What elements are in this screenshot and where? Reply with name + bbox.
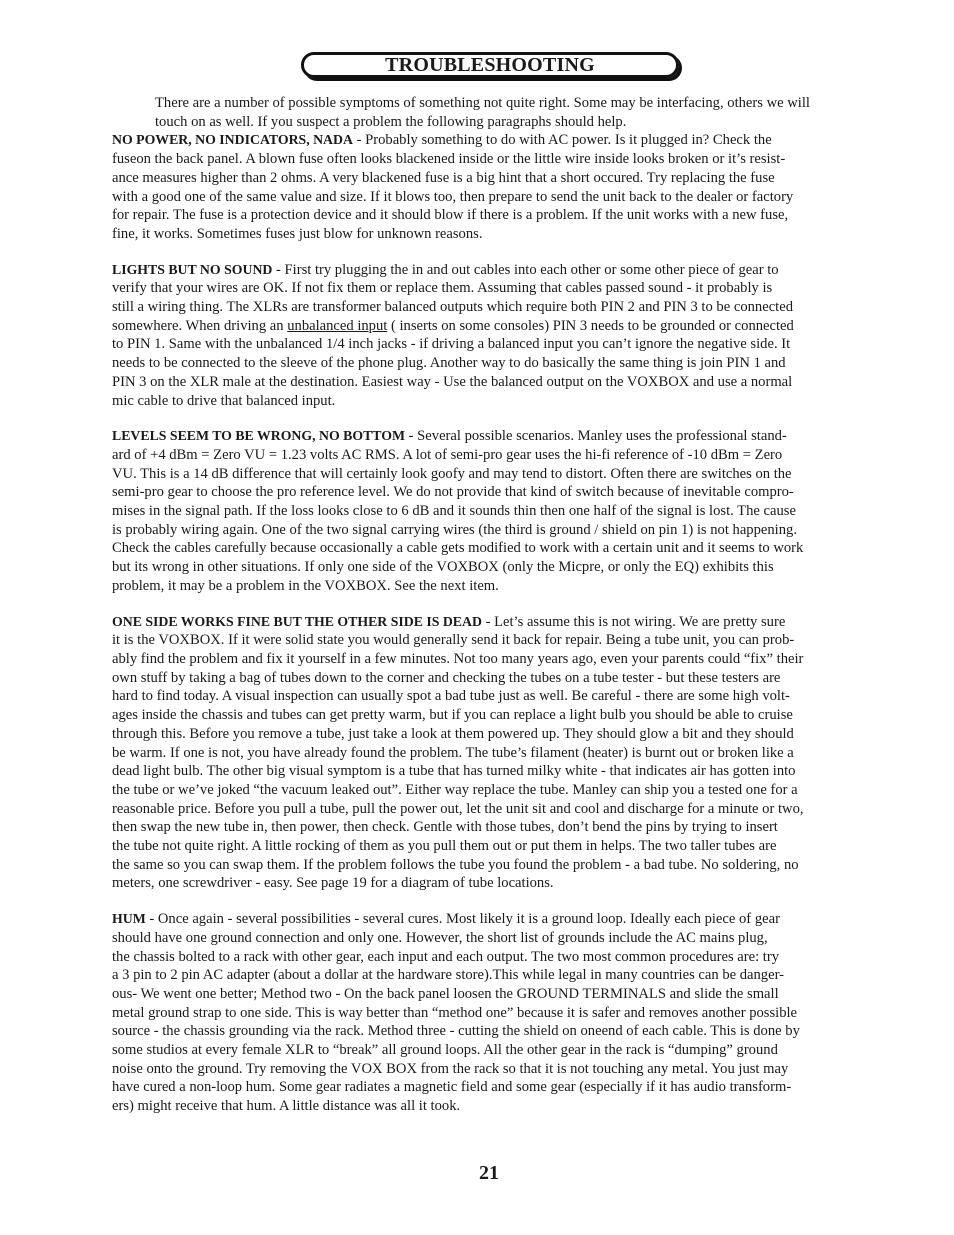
text-line: some studios at every female XLR to “break” all ground loops. All the other gear in the rack is “dumping” ground	[112, 1042, 778, 1059]
text-line: metal ground strap to one side. This is way better than “method one” because it is safer and removes another possible	[112, 1004, 798, 1021]
text-line: needs to be connected to the sleeve of the phone plug. Another way to do basically the same thing is join PIN 1 and	[112, 355, 786, 372]
section-lead-text: - Several possible scenarios. Manley uses the professional stand-	[405, 428, 787, 445]
text-line: be warm. If one is not, you have already found the problem. The tube’s filament (heater) is burnt out or broken like a	[112, 744, 794, 761]
text-line: mises in the signal path. If the loss looks close to 6 dB and it sounds thin then one half of the signal is lost. The cause	[112, 503, 796, 520]
text-line: verify that your wires are OK. If not fix them or replace them. Assuming that cables passed sound - it probably is	[112, 280, 773, 297]
document-body	[112, 94, 876, 1116]
section-title-banner	[301, 52, 679, 78]
text-line: through this. Before you remove a tube, just take a look at them powered up. They should glow a bit and they should	[112, 725, 794, 742]
section-paragraph	[112, 910, 876, 1116]
text-line: semi-pro gear to choose the pro reference level. We do not provide that kind of switch because of inevitable compro-	[112, 484, 794, 501]
text-line	[112, 427, 876, 446]
section-heading: NO POWER, NO INDICATORS, NADA	[112, 132, 353, 148]
text-line: the chassis bolted to a rack with other gear, each input and each output. The two most common procedures are: try	[112, 948, 780, 965]
text-line: There are a number of possible symptoms of something not quite right. Some may be interfacing, others we will	[155, 95, 810, 111]
text-line: problem, it may be a problem in the VOXBOX. See the next item.	[112, 577, 499, 594]
text-line: own stuff by taking a bag of tubes down to the corner and checking the tubes on a tube tester - but these testers are	[112, 669, 781, 686]
text-line: the same so you can swap them. If the problem follows the tube you found the problem - a bad tube. No soldering, no	[112, 856, 799, 873]
text-line: fine, it works. Sometimes fuses just blow for unknown reasons.	[112, 225, 483, 242]
text-line	[112, 317, 876, 336]
section-paragraph	[112, 131, 876, 243]
section-lead-text: - Let’s assume this is not wiring. We are pretty sure	[481, 613, 786, 630]
section-lead-text: - Probably something to do with AC power. Is it plugged in? Check the	[352, 132, 772, 149]
text-line: for repair. The fuse is a protection device and it should blow if there is a problem. If the unit works with a new fuse,	[112, 207, 789, 224]
text-line: to PIN 1. Same with the unbalanced 1/4 inch jacks - if driving a balanced input you can’t ignore the negative side. It	[112, 336, 791, 353]
page-number: 21	[479, 1162, 499, 1184]
text-line	[112, 131, 876, 150]
text-line: should have one ground connection and only one. However, the short list of grounds include the AC mains plug,	[112, 929, 768, 946]
text-line: reasonable price. Before you pull a tube, pull the power out, let the unit sit and cool and discharge for a minute or two,	[112, 800, 804, 817]
section-heading: LEVELS SEEM TO BE WRONG, NO BOTTOM	[112, 428, 406, 444]
text-line: mic cable to drive that balanced input.	[112, 392, 336, 409]
text-line: fuseon the back panel. A blown fuse often looks blackened inside or the little wire inside looks broken or it’s resist-	[112, 151, 786, 168]
text-line: a 3 pin to 2 pin AC adapter (about a dollar at the hardware store).This while legal in many countries can be danger-	[112, 967, 785, 984]
intro-paragraph	[112, 94, 876, 131]
text-line	[112, 910, 876, 929]
text-line: the tube not quite right. A little rocking of them as you pull them out or put them in helps. The two taller tubes are	[112, 838, 777, 855]
section-heading: LIGHTS BUT NO SOUND	[112, 261, 273, 277]
section-paragraph	[112, 613, 876, 894]
text-line	[112, 261, 876, 280]
text-line: is probably wiring again. One of the two signal carrying wires (the third is ground / shield on pin 1) is not happening.	[112, 521, 797, 538]
text-line: PIN 3 on the XLR male at the destination. Easiest way - Use the balanced output on the VOXBOX and use a normal	[112, 373, 793, 390]
text-line: ers) might receive that hum. A little distance was all it took.	[112, 1098, 461, 1115]
text-line: the tube or we’ve joked “the vacuum leaked out”. Either way replace the tube. Manley can ship you a tested one for a	[112, 781, 798, 798]
text-fragment: somewhere. When driving an	[112, 317, 288, 334]
text-line: then swap the new tube in, then power, then check. Gentle with those tubes, don’t bend the pins by trying to insert	[112, 819, 778, 836]
text-line: VU. This is a 14 dB difference that will certainly look goofy and may tend to distort. Often there are switches on the	[112, 465, 792, 482]
text-line: have cured a non-loop hum. Some gear radiates a magnetic field and some gear (especially if it has audio transform-	[112, 1079, 792, 1096]
text-line: meters, one screwdriver - easy. See page 19 for a diagram of tube locations.	[112, 875, 554, 892]
section-lead-text: - Once again - several possibilities - several cures. Most likely it is a ground loop. Ideally each piece of gear	[145, 911, 780, 928]
text-line: ous- We went one better; Method two - On the back panel loosen the GROUND TERMINALS and slide the small	[112, 985, 779, 1002]
text-line: ably find the problem and fix it yourself in a few minutes. Not too many years ago, even your parents could “fix” their	[112, 650, 804, 667]
text-line: noise onto the ground. Try removing the VOX BOX from the rack so that it is not touching any metal. You just may	[112, 1060, 789, 1077]
section-paragraph	[112, 427, 876, 595]
text-line: dead light bulb. The other big visual symptom is a tube that has turned milky white - that indicates air has gotten into	[112, 763, 796, 780]
page-title: TROUBLESHOOTING	[385, 54, 595, 76]
text-line	[112, 613, 876, 632]
text-fragment: ( inserts on some consoles) PIN 3 needs to be grounded or connected	[387, 317, 794, 334]
text-line: ance measures higher than 2 ohms. A very blackened fuse is a big hint that a short occured. Try replacing the fuse	[112, 169, 775, 186]
section-lead-text: - First try plugging the in and out cables into each other or some other piece of gear to	[272, 261, 779, 278]
text-line: hard to find today. A visual inspection can usually spot a bad tube just as well. Be careful - there are some high volt-	[112, 688, 790, 705]
section-paragraph	[112, 261, 876, 411]
underlined-term: unbalanced input	[287, 317, 388, 334]
text-line: source - the chassis grounding via the rack. Method three - cutting the shield on oneend of each cable. This is done by	[112, 1023, 800, 1040]
text-line: with a good one of the same value and size. If it blows too, then prepare to send the unit back to the dealer or factory	[112, 188, 794, 205]
text-line: touch on as well. If you suspect a problem the following paragraphs should help.	[155, 113, 627, 130]
text-line: still a wiring thing. The XLRs are transformer balanced outputs which require both PIN 2 and PIN 3 to be connected	[112, 299, 794, 316]
text-line: ard of +4 dBm = Zero VU = 1.23 volts AC RMS. A lot of semi-pro gear uses the hi-fi reference of -10 dBm = Zero	[112, 446, 783, 463]
section-heading: HUM	[112, 911, 146, 927]
text-line: it is the VOXBOX. If it were solid state you would generally send it back for repair. Being a tube unit, you can prob-	[112, 632, 795, 649]
text-line: Check the cables carefully because occasionally a cable gets modified to work with a certain unit and it seems to work	[112, 540, 804, 557]
section-heading: ONE SIDE WORKS FINE BUT THE OTHER SIDE IS DEAD	[112, 613, 482, 629]
text-line: but its wrong in other situations. If only one side of the VOXBOX (only the Micpre, or only the EQ) exhibits this	[112, 559, 774, 576]
text-line: ages inside the chassis and tubes can get pretty warm, but if you can replace a light bulb you should be able to cruise	[112, 707, 793, 724]
